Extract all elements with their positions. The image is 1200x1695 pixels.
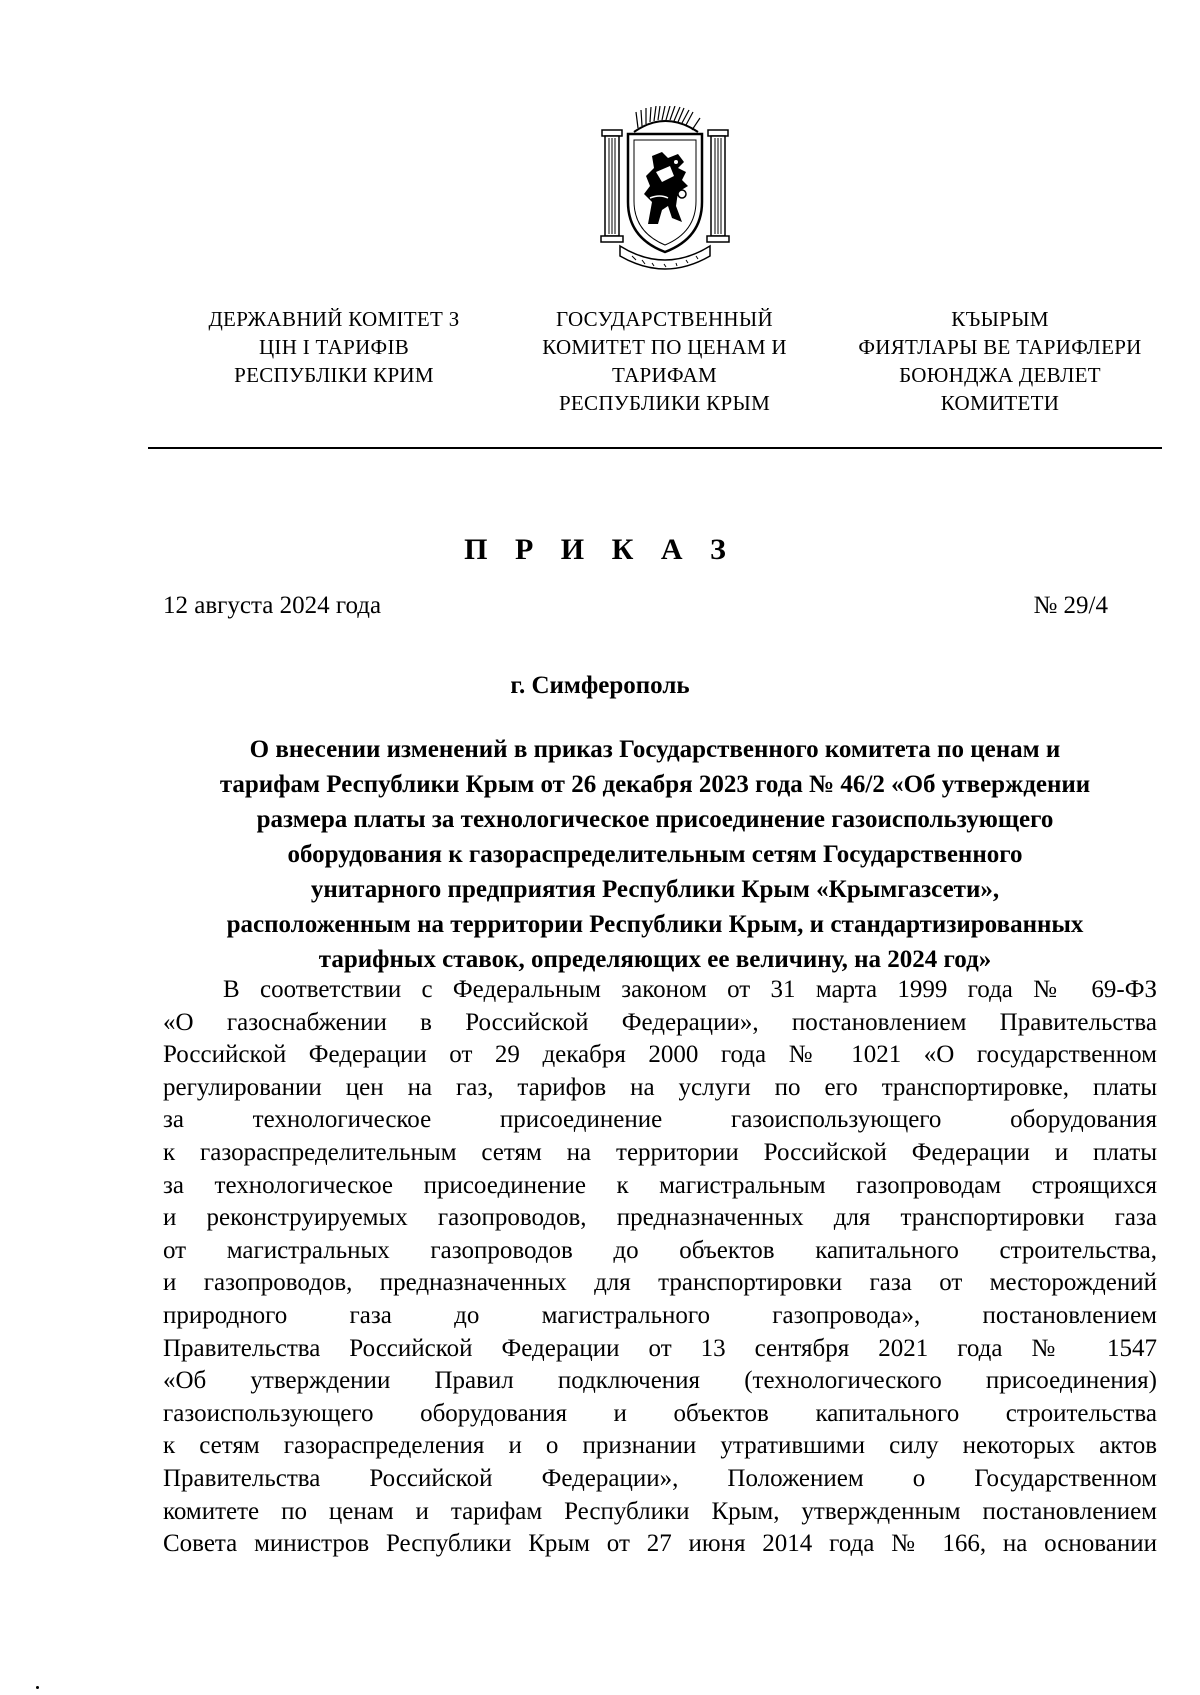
document-body: [163, 974, 1157, 1561]
body-line: комитете по ценам и тарифам Республики Крым, утвержденным постановлением: [163, 1497, 1157, 1525]
org-crh-line: КОМИТЕТИ: [940, 391, 1060, 415]
body-line: «О газоснабжении в Российской Федерации», постановлением Правительства: [163, 1008, 1157, 1036]
body-line: В соответствии с Федеральным законом от 31 марта 1999 года № 69-ФЗ: [223, 976, 1157, 1003]
body-line: Правительства Российской Федерации от 13 сентября 2021 года № 1547: [163, 1334, 1157, 1362]
body-line: «Об утверждении Правил подключения (технологического присоединения): [163, 1367, 1157, 1395]
org-ru-line: ГОСУДАРСТВЕННЫЙ: [556, 307, 773, 331]
org-crh-line: БОЮНДЖА ДЕВЛЕТ: [899, 363, 1101, 387]
org-name-ukrainian: [178, 305, 490, 389]
body-line: к сетям газораспределения и о признании утратившими силу некоторых актов: [163, 1432, 1157, 1460]
body-line: регулировании цен на газ, тарифов на услуги по его транспортировке, платы: [163, 1073, 1157, 1101]
org-ru-line: РЕСПУБЛИКИ КРЫМ: [558, 391, 771, 415]
body-line: и газопроводов, предназначенных для транспортировки газа от месторождений: [163, 1269, 1157, 1297]
body-line: от магистральных газопроводов до объектов капитального строительства,: [163, 1236, 1157, 1264]
org-ua-line: ЦІН І ТАРИФІВ: [258, 335, 410, 359]
org-name-russian: [512, 305, 817, 417]
body-line: газоиспользующего оборудования и объектов капитального строительства: [163, 1399, 1157, 1427]
body-line: природного газа до магистрального газопровода», постановлением: [163, 1301, 1157, 1329]
org-ua-line: РЕСПУБЛІКИ КРИМ: [234, 363, 434, 387]
body-line: за технологическое присоединение газоиспользующего оборудования: [163, 1106, 1157, 1134]
document-date: 12 августа 2024 года: [163, 592, 382, 619]
org-ru-line: КОМИТЕТ ПО ЦЕНАМ И: [542, 335, 787, 359]
document-subject: [150, 732, 1160, 977]
subject-line: унитарного предприятия Республики Крым «Крымгазсети»,: [310, 876, 1000, 903]
org-crh-line: КЪЫРЫМ: [951, 307, 1049, 331]
document-type-title: П Р И К А З: [464, 533, 736, 566]
subject-line: размера платы за технологическое присоединение газоиспользующего: [256, 806, 1054, 833]
subject-line: оборудования к газораспределительным сетям Государственного: [287, 841, 1023, 868]
org-crh-line: ФИЯТЛАРЫ ВЕ ТАРИФЛЕРИ: [858, 335, 1142, 359]
body-line: и реконструируемых газопроводов, предназначенных для транспортировки газа: [163, 1204, 1157, 1232]
subject-line: тарифам Республики Крым от 26 декабря 2023 года № 46/2 «Об утверждении: [219, 771, 1091, 798]
org-ru-line: ТАРИФАМ: [612, 363, 717, 387]
document-number: № 29/4: [1033, 592, 1108, 619]
subject-line: расположенным на территории Республики Крым, и стандартизированных: [226, 911, 1084, 938]
body-line: к газораспределительным сетям на территории Российской Федерации и платы: [163, 1138, 1157, 1166]
body-line: за технологическое присоединение к магистральным газопроводам строящихся: [163, 1171, 1157, 1199]
body-line: Правительства Российской Федерации», Положением о Государственном: [163, 1464, 1157, 1492]
body-line: Российской Федерации от 29 декабря 2000 года № 1021 «О государственном: [163, 1041, 1157, 1069]
scan-speck: [36, 1686, 39, 1689]
crimea-coat-of-arms-icon: [598, 106, 732, 274]
document-city: г. Симферополь: [510, 672, 690, 699]
body-line: Совета министров Республики Крым от 27 июня 2014 года № 166, на основании: [163, 1530, 1157, 1558]
org-name-crimean-tatar: [840, 305, 1160, 417]
org-ua-line: ДЕРЖАВНИЙ КОМІТЕТ З: [208, 307, 460, 331]
subject-line: тарифных ставок, определяющих ее величину, на 2024 год»: [318, 946, 992, 973]
subject-line: О внесении изменений в приказ Государственного комитета по ценам и: [249, 736, 1061, 763]
header-divider: [148, 447, 1162, 449]
